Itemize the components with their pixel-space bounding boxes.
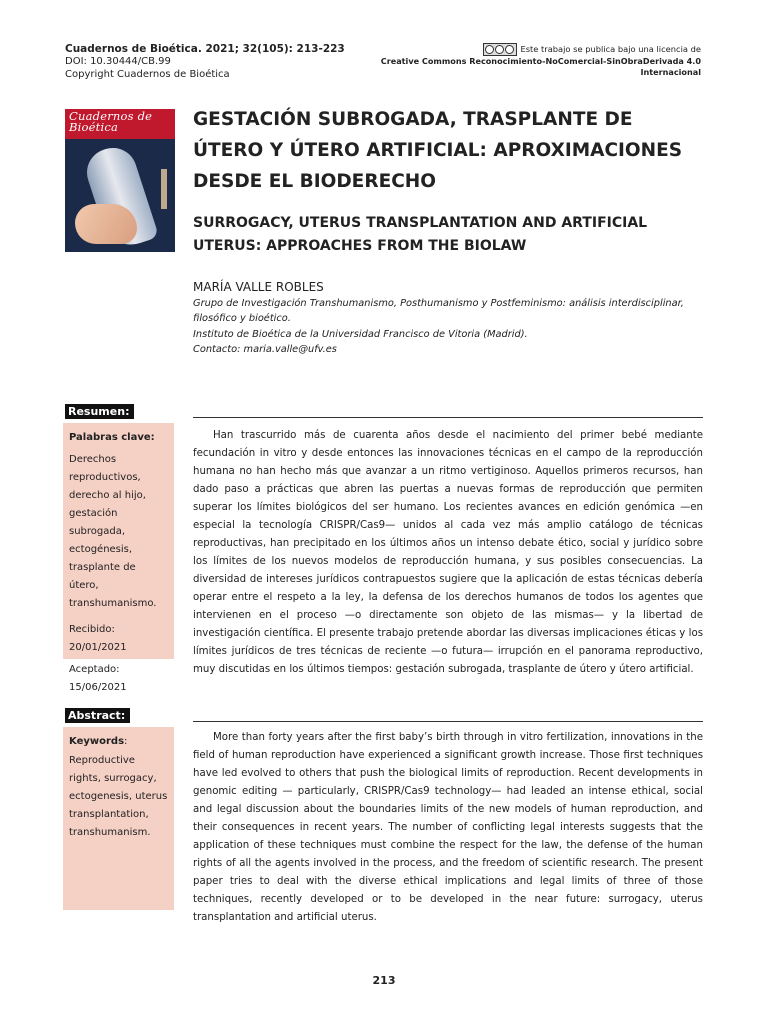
license-link[interactable]: Creative Commons Reconocimiento-NoComercial-SinObraDerivada 4.0 Internacional [380, 56, 701, 77]
abstract-keywords-box [63, 727, 174, 910]
cover-masthead: Cuadernos de Bioética [69, 109, 153, 134]
keywords-heading: Keywords [69, 736, 125, 747]
doi: DOI: 10.30444/CB.99 [65, 56, 171, 67]
resumen-keywords-box [63, 423, 174, 693]
article-title-en: SURROGACY, UTERUS TRANSPLANTATION AND ARTIFICIAL UTERUS: APPROACHES FROM THE BIOLAW [193, 215, 648, 254]
keywords-list: Reproductive rights, surrogacy, ectogenesis, uterus transplantation, transhumanism. [69, 755, 168, 838]
resumen-text: Han trascurrido más de cuarenta años desde el nacimiento del primer bebé mediante fecundación in vitro y desde entonces las innovaciones técnicas en el campo de la reproducción humana no han hecho más que avanzar a un ritmo vertiginoso. Aquellos primeros recursos, han dado paso a prácticas que abren las puertas a nuevas formas de reproducción que permiten superar los límites biológicos del ser humano. Los recientes avances en edición genómica —en especial la tecnología CRISPR/Cas9— unidos al cada vez más amplio catálogo de técnicas reproductivas, han precipitado en los últimos años un intenso debate ético, social y jurídico sobre los límites de los nuevos modelos de reproducción humana, y sus posibles consecuencias. La diversidad de intereses jurídicos contrapuestos sugiere que la aplicación de estas técnicas debería operar entre el respeto a la ley, la defensa de los derechos humanos de todos los agentes que intervienen en el proceso —o directamente son objeto de las mismas— y la libertad de investigación científica. El presente trabajo pretende abordar las diversas implicaciones éticas y los límites jurídicos de tres técnicas de reciente —o futura— irrupción en el panorama reproductivo, muy discutidas en los últimos tiempos: gestación subrogada, trasplante de útero y útero artificial. [193, 430, 703, 675]
author-affiliation [193, 296, 693, 357]
journal-citation: Cuadernos de Bioética. 2021; 32(105): 213-223 [65, 43, 345, 55]
affiliation-group: Grupo de Investigación Transhumanismo, Posthumanismo y Postfeminismo: análisis interdisciplinar, filosófico y bioético. [193, 298, 684, 325]
abstract-label: Abstract: [65, 708, 130, 723]
page-number: 213 [372, 974, 396, 987]
cover-decoration [161, 169, 167, 209]
received-date: Recibido: 20/01/2021 [69, 624, 127, 653]
copyright: Copyright Cuadernos de Bioética [65, 69, 230, 80]
palabras-clave-list: Derechos reproductivos, derecho al hijo, gestación subrogada, ectogénesis, trasplante de útero, transhumanismo. [69, 454, 157, 609]
cover-human-hand [75, 204, 137, 244]
affiliation-institute: Instituto de Bioética de la Universidad Francisco de Vitoria (Madrid). [193, 328, 528, 340]
author-name: MARÍA VALLE ROBLES [193, 280, 324, 294]
abstract-text: More than forty years after the first baby’s birth through in vitro fertilization, innovations in the field of human reproduction have experienced a significant growth increase. Those first techniques have led evolved to others that push the biological limits of reproduction. Recent developments in genomic editing — particularly, CRISPR/Cas9 technology— had leaded an intense ethical, social and legal discussion about the boundaries limits of the new models of human reproduction, and their consequences in recent years. The number of conflicting legal interests suggests that the application of these techniques must combine the respect for the law, the defense of the human rights of all the agents involved in the process, and the freedom of scientific research. The present paper tries to deal with the diverse ethical implications and legal limits of three of those techniques, recently developed or to be developed in the near future: surrogacy, uterus transplantation and artificial uterus. [193, 732, 703, 923]
resumen-label: Resumen: [65, 404, 134, 419]
accepted-date: Aceptado: 15/06/2021 [69, 664, 127, 693]
license-notice [371, 43, 701, 78]
license-intro: Este trabajo se publica bajo una licencia de [520, 44, 701, 54]
resumen-divider [193, 417, 703, 418]
abstract-divider [193, 721, 703, 722]
keywords-heading-line: Keywords: [69, 736, 128, 747]
journal-cover-image [65, 109, 175, 252]
palabras-clave-heading: Palabras clave: [69, 432, 155, 443]
cc-license-icon[interactable] [483, 43, 517, 56]
contact-email[interactable]: Contacto: maria.valle@ufv.es [193, 343, 337, 355]
article-title-es: GESTACIÓN SUBROGADA, TRASPLANTE DE ÚTERO Y ÚTERO ARTIFICIAL: APROXIMACIONES DESDE EL BIODERECHO [193, 109, 683, 192]
